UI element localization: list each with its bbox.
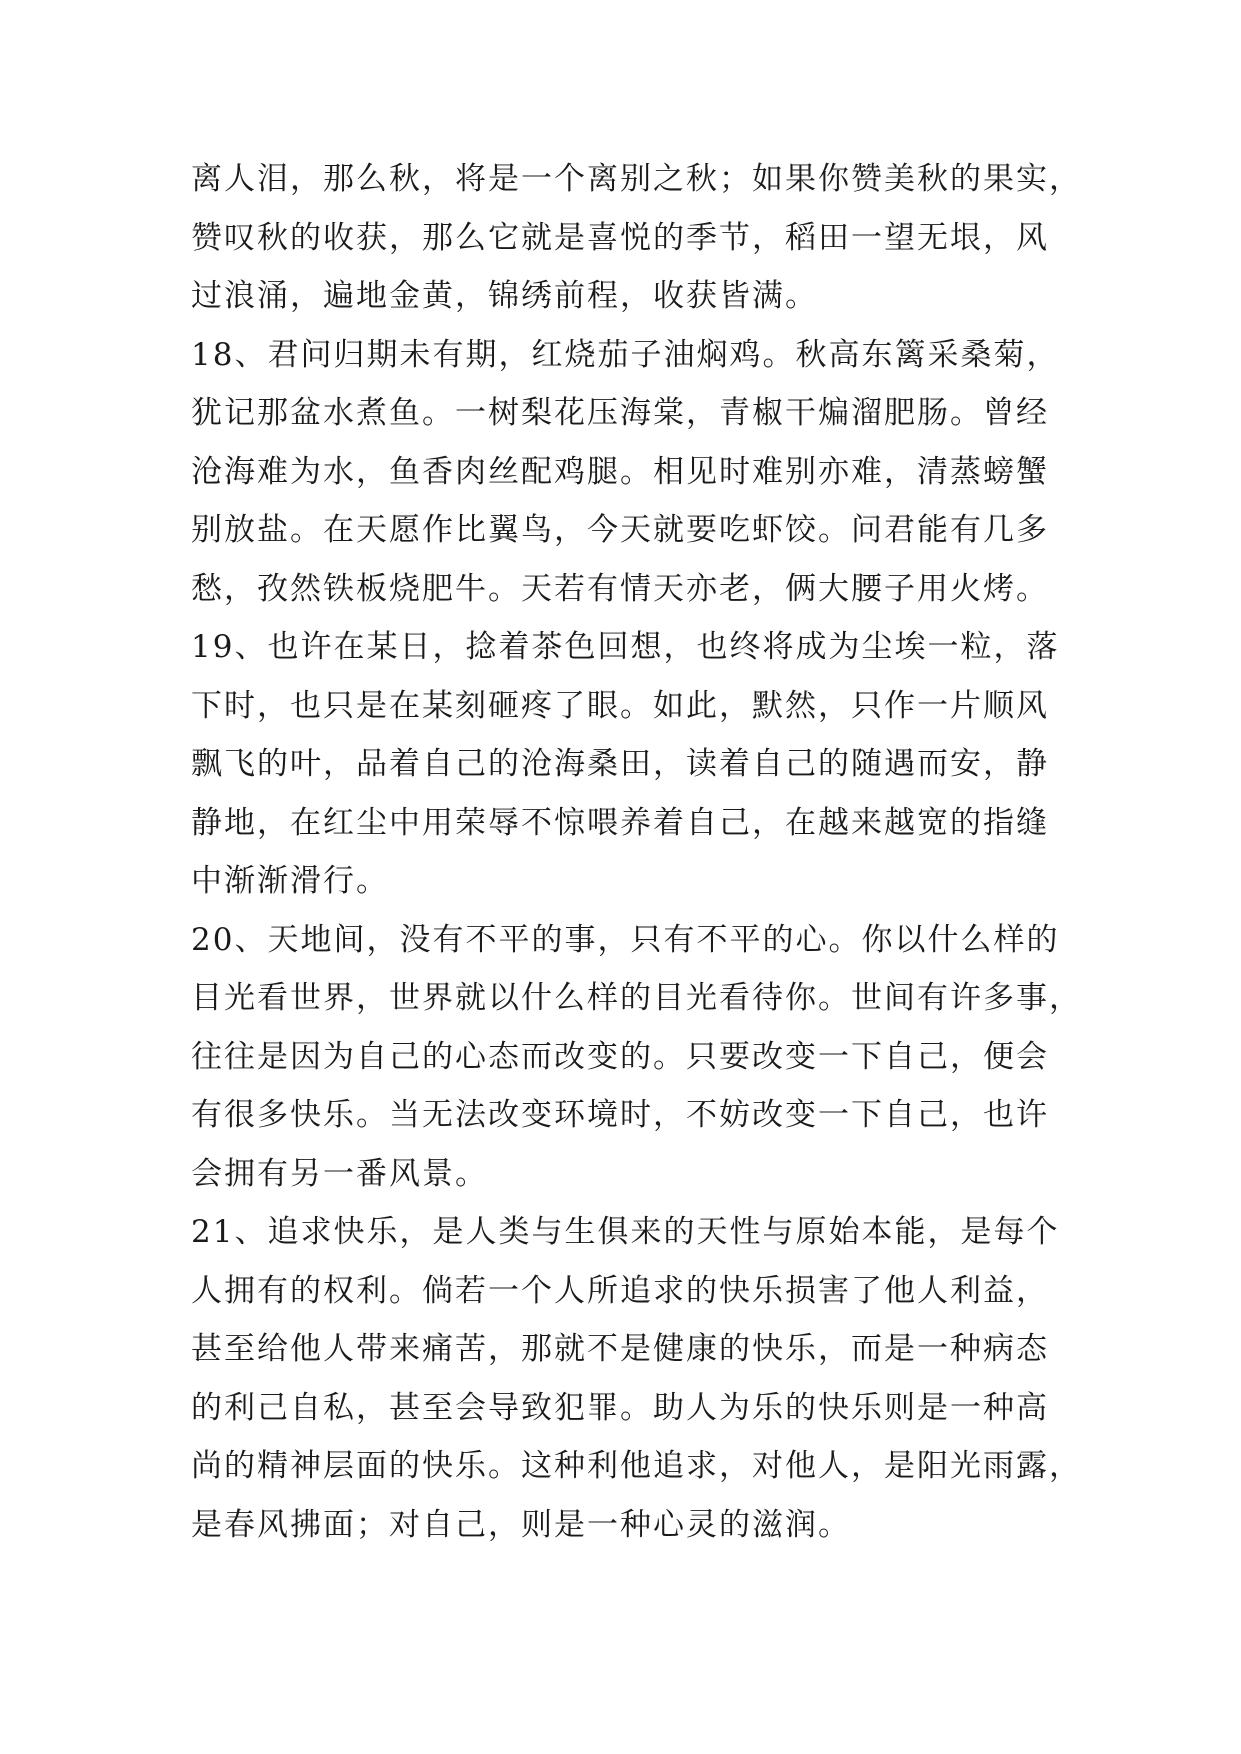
text-line: 人拥有的权利。倘若一个人所追求的快乐损害了他人利益， — [191, 1272, 1049, 1309]
text-line: 目光看世界，世界就以什么样的目光看待你。世间有许多事， — [191, 980, 1082, 1016]
text-line: 18、君问归期未有期，红烧茄子油焖鸡。秋高东篱采桑菊， — [191, 336, 1060, 373]
text-line: 别放盐。在天愿作比翼鸟，今天就要吃虾饺。问君能有几多 — [191, 512, 1049, 548]
text-line: 静地，在红尘中用荣辱不惊喂养着自己，在越来越宽的指缝 — [191, 804, 1049, 841]
text-line: 20、天地间，没有不平的事，只有不平的心。你以什么样的 — [191, 921, 1060, 958]
text-line: 愁，孜然铁板烧肥牛。天若有情天亦老，俩大腰子用火烤。 — [191, 570, 1049, 607]
text-line: 的利己自私，甚至会导致犯罪。助人为乐的快乐则是一种高 — [191, 1389, 1049, 1426]
text-line: 过浪涌，遍地金黄，锦绣前程，收获皆满。 — [191, 278, 818, 314]
text-line: 下时，也只是在某刻砸疼了眼。如此，默然，只作一片顺风 — [191, 687, 1049, 724]
text-line: 尚的精神层面的快乐。这种利他追求，对他人，是阳光雨露， — [191, 1448, 1082, 1484]
document-page — [191, 150, 1082, 1554]
text-line: 是春风拂面；对自己，则是一种心灵的滋润。 — [191, 1506, 851, 1543]
text-line: 会拥有另一番风景。 — [191, 1155, 488, 1192]
text-line: 21、追求快乐，是人类与生俱来的天性与原始本能，是每个 — [191, 1214, 1060, 1250]
text-line: 赞叹秋的收获，那么它就是喜悦的季节，稻田一望无垠，风 — [191, 219, 1049, 256]
text-line: 中渐渐滑行。 — [191, 863, 389, 899]
text-line: 有很多快乐。当无法改变环境时，不妨改变一下自己，也许 — [191, 1097, 1049, 1133]
text-line: 往往是因为自己的心态而改变的。只要改变一下自己，便会 — [191, 1038, 1049, 1075]
text-line: 19、也许在某日，捻着茶色回想，也终将成为尘埃一粒，落 — [191, 629, 1060, 665]
text-line: 甚至给他人带来痛苦，那就不是健康的快乐，而是一种病态 — [191, 1331, 1049, 1367]
text-line: 离人泪，那么秋，将是一个离别之秋；如果你赞美秋的果实， — [191, 161, 1082, 197]
text-line: 飘飞的叶，品着自己的沧海桑田，读着自己的随遇而安，静 — [191, 746, 1049, 782]
text-line: 犹记那盆水煮鱼。一树梨花压海棠，青椒干煸溜肥肠。曾经 — [191, 395, 1049, 431]
text-line: 沧海难为水，鱼香肉丝配鸡腿。相见时难别亦难，清蒸螃蟹 — [191, 453, 1049, 490]
